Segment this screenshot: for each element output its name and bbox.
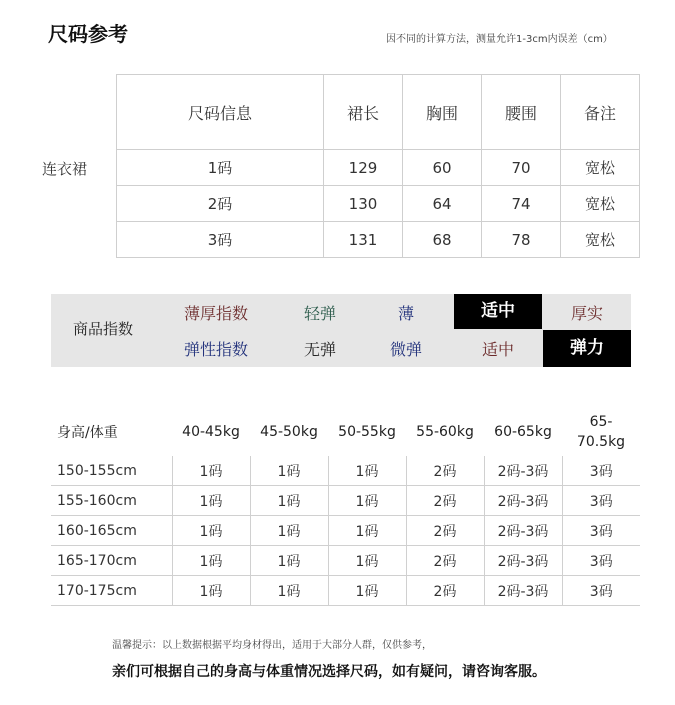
size-cell: 1码 [250,486,328,516]
remark-cell: 宽松 [561,222,640,258]
header-weight-range: 60-65kg [494,424,552,440]
size-cell: 1码 [172,516,250,546]
elastic-option-stretch-selected: 弹力 [543,330,631,367]
table-row [51,456,640,486]
fit-table-header [51,408,640,456]
height-cell: 160-165cm [51,516,172,546]
size-cell: 1码 [328,486,406,516]
product-type-label: 连衣裙 [42,160,88,178]
table-row [117,186,640,222]
table-row [51,516,640,546]
height-cell: 155-160cm [51,486,172,516]
size-cell: 2码 [406,456,484,486]
waist-cell: 78 [482,222,561,258]
size-cell: 1码 [117,150,324,186]
size-cell: 2码 [117,186,324,222]
size-cell: 1码 [250,576,328,606]
elastic-index-name: 弹性指数 [183,340,248,359]
table-row [51,546,640,576]
size-cell: 1码 [328,516,406,546]
length-cell: 130 [324,186,403,222]
header-weight-range: 50-55kg [338,424,396,440]
size-cell: 1码 [172,546,250,576]
size-cell: 2码-3码 [484,546,562,576]
size-table-header [117,75,640,150]
measurement-note: 因不同的计算方法，测量允许1-3cm内误差（cm） [386,34,613,45]
table-row [51,576,640,606]
size-cell: 1码 [172,456,250,486]
elastic-option-medium: 适中 [481,340,514,359]
thickness-index-name: 薄厚指数 [183,304,248,323]
tip-note: 温馨提示：以上数据根据平均身材得出，适用于大部分人群，仅供参考， [112,640,432,651]
size-cell: 2码 [406,516,484,546]
thickness-option-medium-selected: 适中 [454,294,542,329]
length-cell: 129 [324,150,403,186]
bust-cell: 68 [403,222,482,258]
page-title: 尺码参考 [48,22,128,46]
header-remark: 备注 [561,75,640,150]
size-cell: 1码 [172,576,250,606]
thickness-option-light: 轻弹 [303,304,336,323]
header-waist: 腰围 [482,75,561,150]
product-index-label: 商品指数 [73,320,134,338]
size-cell: 1码 [328,576,406,606]
remark-cell: 宽松 [561,186,640,222]
tip-bold-note: 亲们可根据自己的身高与体重情况选择尺码，如有疑问，请咨询客服。 [112,664,546,680]
height-cell: 150-155cm [51,456,172,486]
elastic-option-none: 无弹 [303,340,336,359]
table-row [117,222,640,258]
height-cell: 165-170cm [51,546,172,576]
bust-cell: 64 [403,186,482,222]
size-cell: 2码 [406,486,484,516]
height-cell: 170-175cm [51,576,172,606]
size-cell: 2码 [406,546,484,576]
size-cell: 3码 [562,576,640,606]
size-cell: 3码 [562,546,640,576]
size-cell: 2码-3码 [484,576,562,606]
size-cell: 2码-3码 [484,516,562,546]
fit-table [51,408,640,606]
remark-cell: 宽松 [561,150,640,186]
header-weight-range: 45-50kg [260,424,318,440]
size-cell: 2码-3码 [484,456,562,486]
size-cell: 1码 [328,546,406,576]
table-row [51,486,640,516]
header-bust: 胸围 [403,75,482,150]
size-cell: 1码 [172,486,250,516]
waist-cell: 70 [482,150,561,186]
header-weight-range: 55-60kg [416,424,474,440]
thickness-option-thin: 薄 [397,304,414,323]
header-weight-range: 40-45kg [182,424,240,440]
size-cell: 3码 [562,486,640,516]
size-cell: 3码 [562,516,640,546]
size-cell: 3码 [562,456,640,486]
size-cell: 1码 [250,516,328,546]
thickness-option-thick: 厚实 [570,304,603,323]
size-cell: 2码-3码 [484,486,562,516]
size-cell: 2码 [406,576,484,606]
header-weight-range: 65- 70.5kg [576,414,626,450]
waist-cell: 74 [482,186,561,222]
bust-cell: 60 [403,150,482,186]
length-cell: 131 [324,222,403,258]
header-size-info: 尺码信息 [117,75,324,150]
header-length: 裙长 [324,75,403,150]
size-cell: 3码 [117,222,324,258]
table-row [117,150,640,186]
size-cell: 1码 [250,456,328,486]
size-table [116,74,640,258]
size-cell: 1码 [250,546,328,576]
elastic-option-slight: 微弹 [389,340,422,359]
header-height-weight: 身高/体重 [57,425,118,441]
size-cell: 1码 [328,456,406,486]
